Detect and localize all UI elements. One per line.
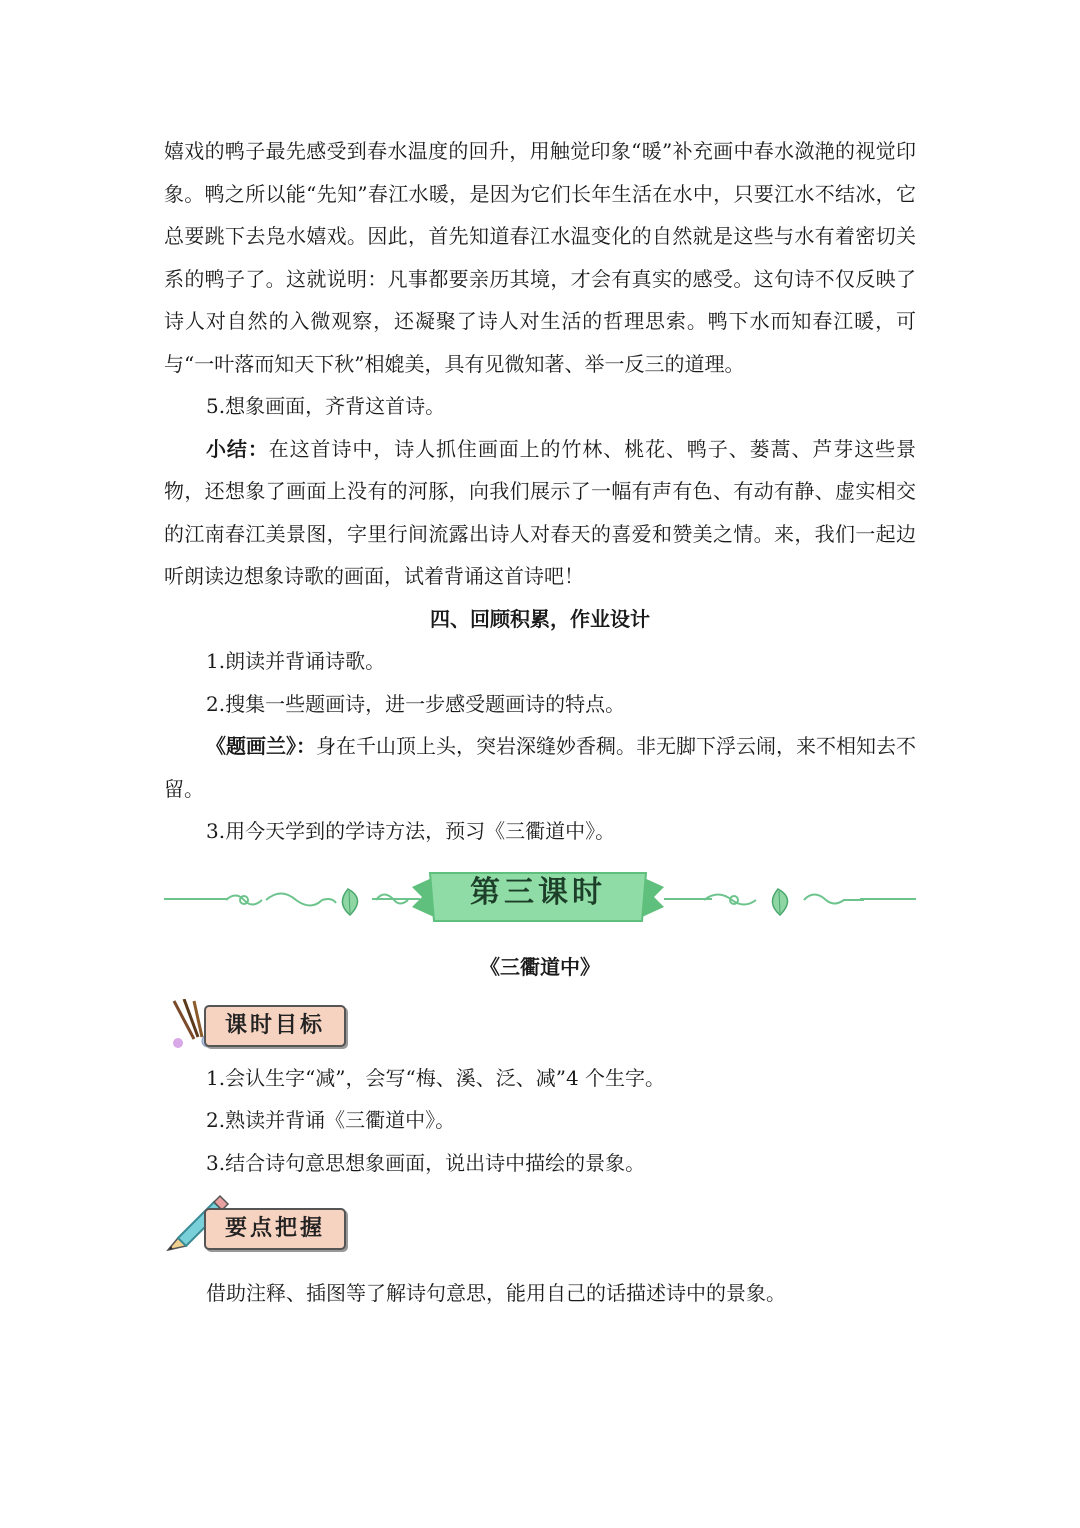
goals-tag-label: 课时目标 [224,1012,325,1038]
poem-paragraph [164,725,916,810]
body-paragraph: 嬉戏的鸭子最先感受到春水温度的回升，用触觉印象“暖”补充画中春水潋滟的视觉印象。鸭之所以能“先知”春江水暖，是因为它们长年生活在水中，只要江水不结冰，它总要跳下去凫水嬉戏。因此，首先知道春江水温变化的自然就是这些与水有着密切关系的鸭子了。这就说明：凡事都要亲历其境，才会有真实的感受。这句诗不仅反映了诗人对自然的入微观察，还凝聚了诗人对生活的哲理思索。鸭下水而知春江暖，可与“一叶落而知天下秋”相媲美，具有见微知著、举一反三的道理。 [164,139,916,376]
vine-ornament-left-icon [226,883,416,917]
homework-item-1: 1.朗读并背诵诗歌。 [206,649,386,673]
keypoints-tag-box [204,1208,346,1250]
keypoints-tag-label: 要点把握 [224,1216,325,1241]
goals-tag-box [204,1005,346,1047]
divider-line-left [164,898,228,900]
goal-item-1: 1.会认生字“减”，会写“梅、溪、泛、减”4 个生字。 [206,1065,666,1090]
lesson-divider [164,867,916,929]
summary-label: 小结： [206,436,269,461]
lesson-title: 《三衢道中》 [480,954,600,979]
step-5: 5.想象画面，齐背这首诗。 [206,394,446,418]
summary-paragraph [164,428,916,598]
section-4-title: 四、回顾积累，作业设计 [430,606,650,631]
poem-text: 身在千山顶上头，突岩深缝妙香稠。非无脚下浮云闹，来不相知去不留。 [164,734,916,801]
poem-label: 《题画兰》： [206,734,316,758]
homework-item-3: 3.用今天学到的学诗方法，预习《三衢道中》。 [206,819,616,843]
document-page [164,130,916,1315]
lesson-banner-text: 第三课时 [470,874,606,910]
homework-item-2: 2.搜集一些题画诗，进一步感受题画诗的特点。 [206,691,626,716]
divider-line-right [860,898,916,900]
goal-item-2: 2.熟读并背诵《三衢道中》。 [206,1108,456,1132]
keypoints-tag [164,1198,916,1256]
keypoints-text: 借助注释、插图等了解诗句意思，能用自己的话描述诗中的景象。 [206,1281,786,1305]
summary-text: 在这首诗中，诗人抓住画面上的竹林、桃花、鸭子、蒌蒿、芦芽这些景物，还想象了画面上没有的河豚，向我们展示了一幅有声有色、有动有静、虚实相交的江南春江美景图，字里行间流露出诗人对春天的喜爱和赞美之情。来，我们一起边听朗读边想象诗歌的画面，试着背诵这首诗吧！ [164,436,917,588]
vine-ornament-right-icon [704,883,864,917]
goals-tag [164,999,916,1051]
goal-item-3: 3.结合诗句意思想象画面，说出诗中描绘的景象。 [206,1150,646,1175]
